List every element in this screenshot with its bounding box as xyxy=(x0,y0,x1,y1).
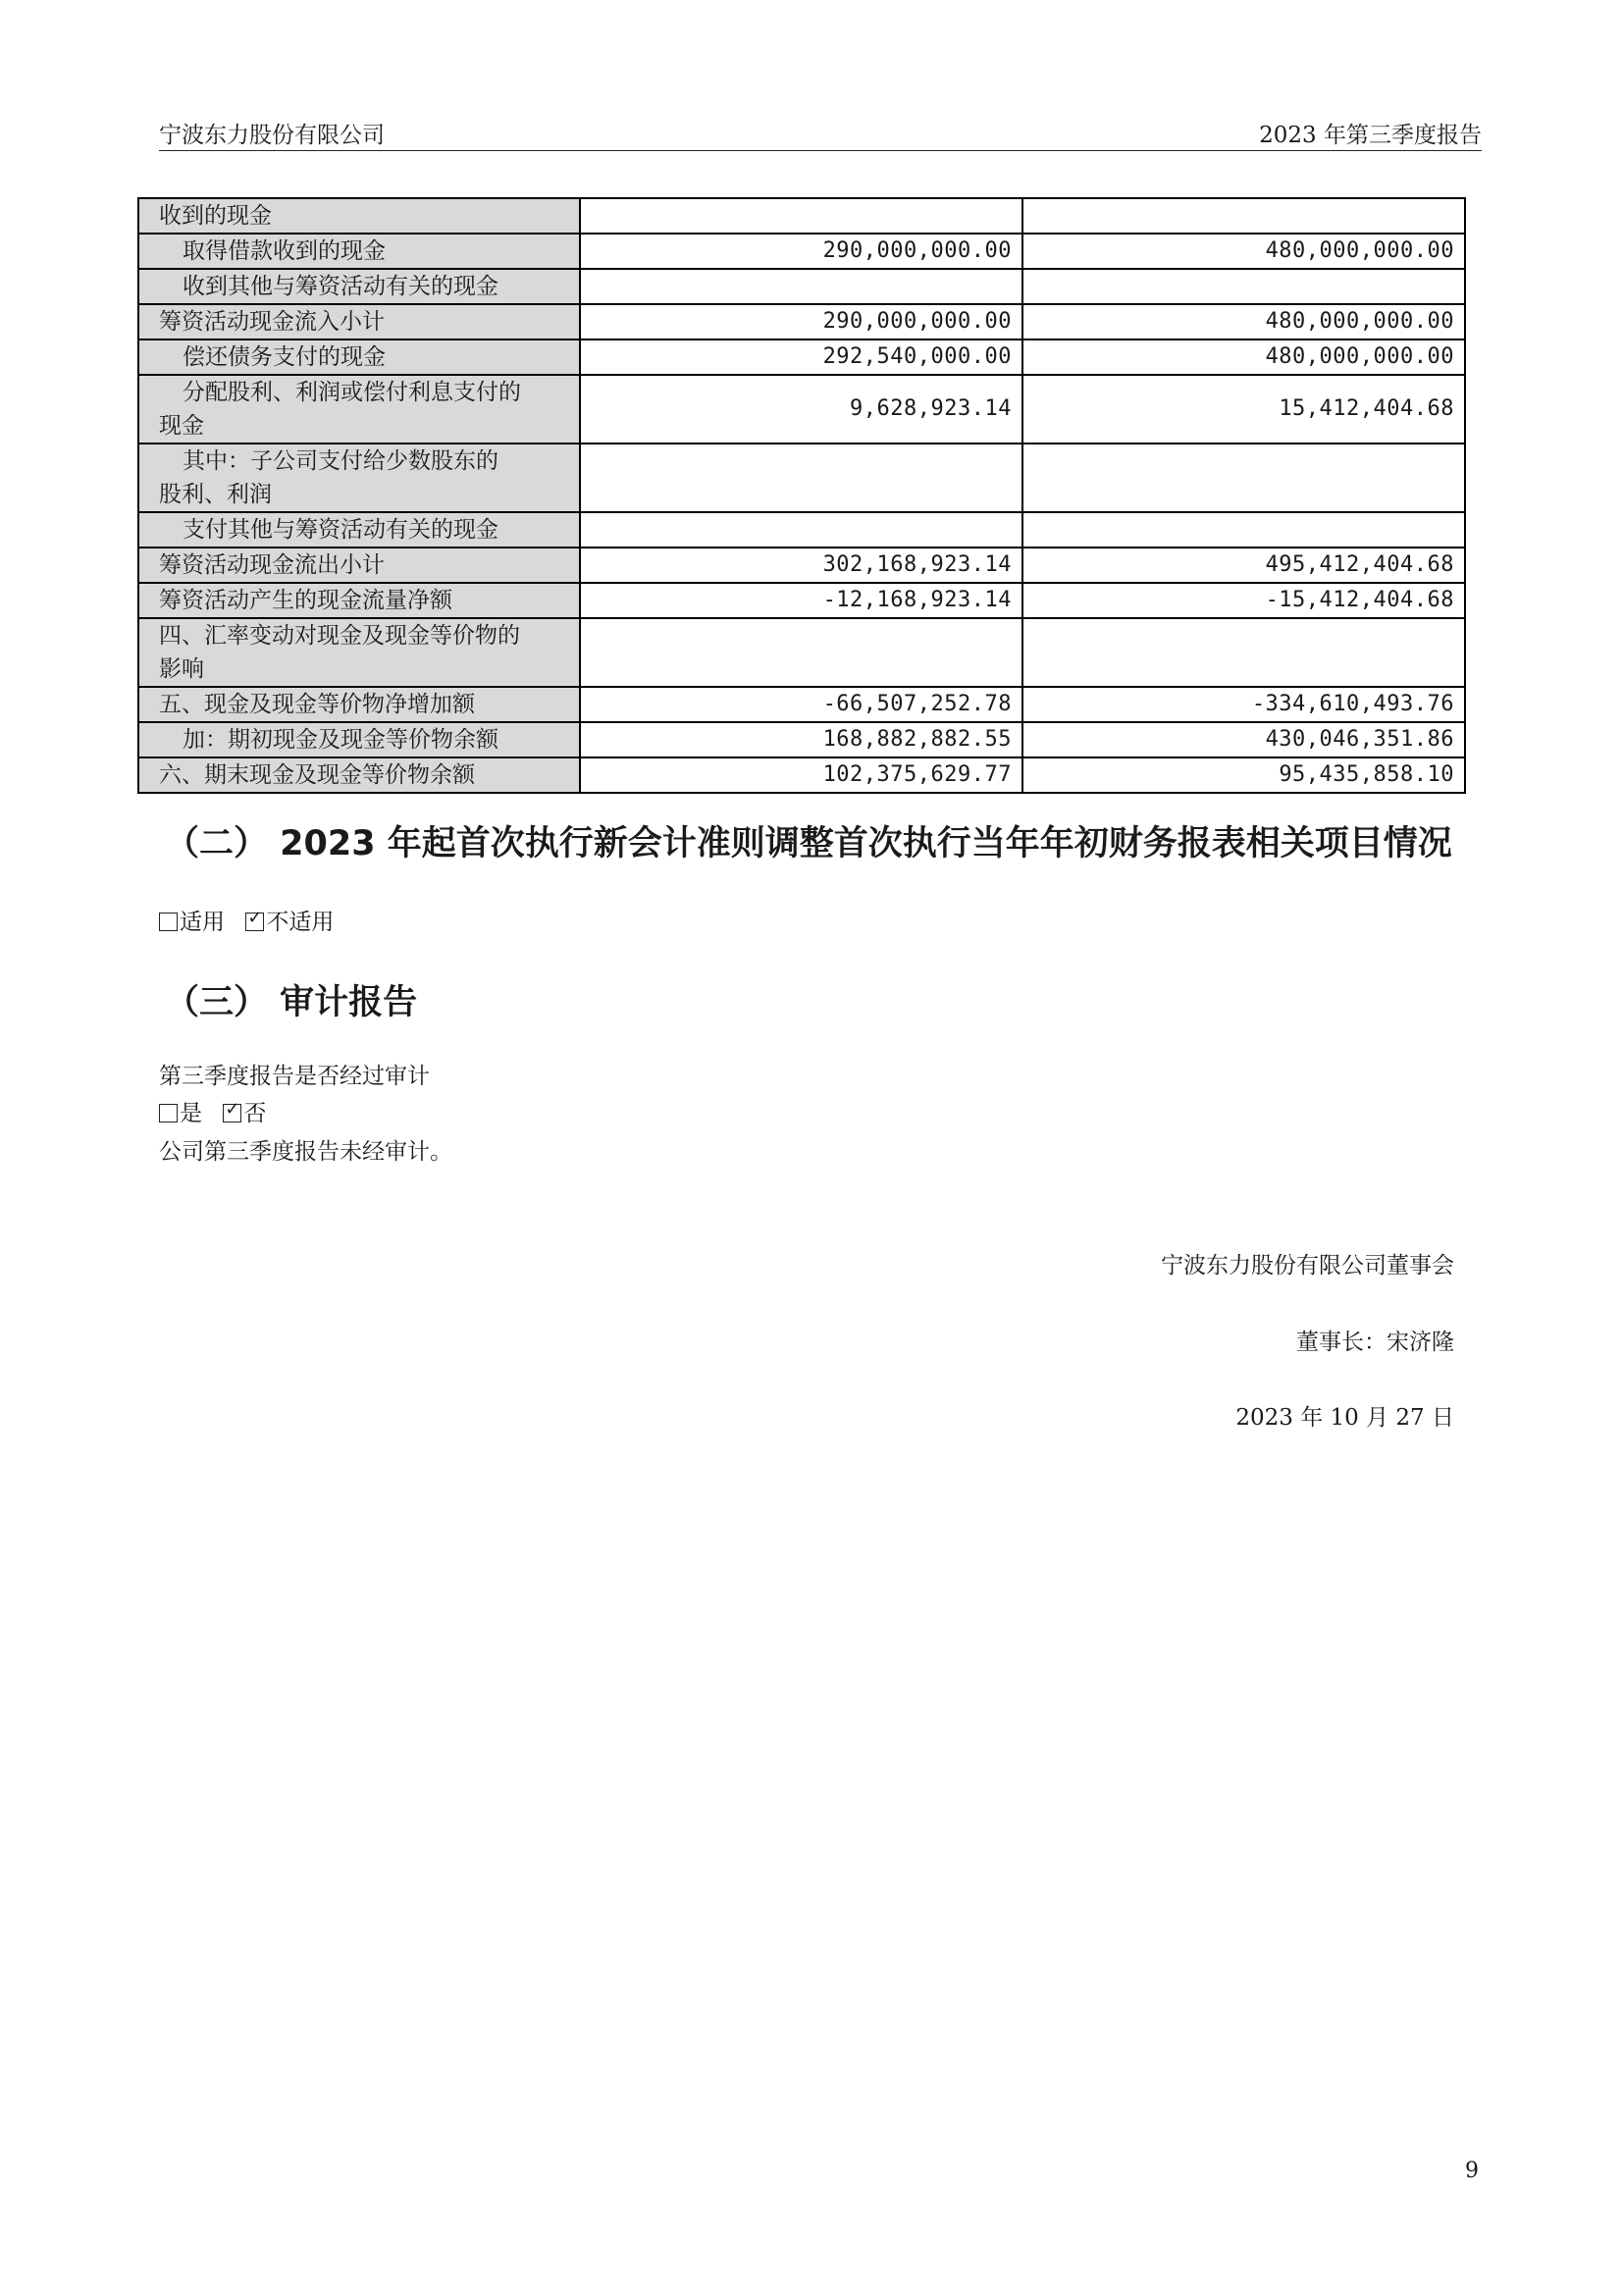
table-row xyxy=(138,198,1465,234)
audit-no-label: 否 xyxy=(243,1101,267,1126)
current-period-value xyxy=(580,512,1022,548)
row-label: 收到其他与筹资活动有关的现金 xyxy=(138,269,580,304)
row-label: 五、现金及现金等价物净增加额 xyxy=(138,687,580,722)
row-label-line-1: 其中：子公司支付给少数股东的 xyxy=(183,448,498,474)
row-label: 筹资活动现金流入小计 xyxy=(138,304,580,339)
row-label: 支付其他与筹资活动有关的现金 xyxy=(138,512,580,548)
table-row xyxy=(138,304,1465,339)
row-label-line-2: 现金 xyxy=(159,413,204,439)
current-period-value: 168,882,882.55 xyxy=(580,722,1022,757)
audit-no-checkbox[interactable] xyxy=(223,1104,241,1122)
current-period-value: -12,168,923.14 xyxy=(580,583,1022,618)
header-company: 宁波东力股份有限公司 xyxy=(159,123,385,148)
current-period-value: -66,507,252.78 xyxy=(580,687,1022,722)
prior-period-value: 480,000,000.00 xyxy=(1022,234,1465,269)
header-report-title: 2023 年第三季度报告 xyxy=(1259,123,1482,148)
applicable-checkbox[interactable] xyxy=(159,913,178,931)
table-row xyxy=(138,444,1465,512)
table-row xyxy=(138,722,1465,757)
chairman-signature: 董事长：宋济隆 xyxy=(1296,1330,1454,1355)
table-row xyxy=(138,583,1465,618)
current-period-value: 292,540,000.00 xyxy=(580,339,1022,375)
current-period-value: 102,375,629.77 xyxy=(580,757,1022,793)
row-label: 六、期末现金及现金等价物余额 xyxy=(138,757,580,793)
board-signature: 宁波东力股份有限公司董事会 xyxy=(1161,1253,1454,1278)
row-label-line-1: 四、汇率变动对现金及现金等价物的 xyxy=(159,623,520,649)
row-label-line-2: 股利、利润 xyxy=(159,482,272,507)
section-3-title: （三） 审计报告 xyxy=(165,983,418,1022)
audit-statement: 公司第三季度报告未经审计。 xyxy=(159,1139,452,1165)
table-row xyxy=(138,687,1465,722)
page-header xyxy=(159,111,1482,151)
current-period-value xyxy=(580,444,1022,512)
prior-period-value xyxy=(1022,198,1465,234)
row-label: 偿还债务支付的现金 xyxy=(138,339,580,375)
prior-period-value: -334,610,493.76 xyxy=(1022,687,1465,722)
not-applicable-checkbox[interactable] xyxy=(245,913,264,931)
prior-period-value: 15,412,404.68 xyxy=(1022,375,1465,444)
section-2-title: （二） 2023 年起首次执行新会计准则调整首次执行当年年初财务报表相关项目情况 xyxy=(165,824,1452,863)
page-number: 9 xyxy=(1465,2159,1479,2183)
row-label xyxy=(138,618,580,687)
prior-period-value: 430,046,351.86 xyxy=(1022,722,1465,757)
current-period-value xyxy=(580,198,1022,234)
prior-period-value: 495,412,404.68 xyxy=(1022,548,1465,583)
table-row xyxy=(138,375,1465,444)
table-row xyxy=(138,618,1465,687)
table-row xyxy=(138,548,1465,583)
audit-question: 第三季度报告是否经过审计 xyxy=(159,1064,430,1089)
table-row xyxy=(138,757,1465,793)
current-period-value xyxy=(580,618,1022,687)
signature-date: 2023 年 10 月 27 日 xyxy=(1235,1405,1454,1431)
row-label xyxy=(138,444,580,512)
section-2-options xyxy=(159,904,334,936)
prior-period-value xyxy=(1022,444,1465,512)
row-label: 筹资活动产生的现金流量净额 xyxy=(138,583,580,618)
not-applicable-label: 不适用 xyxy=(266,910,335,935)
row-label-line-2: 影响 xyxy=(159,656,204,682)
applicable-label: 适用 xyxy=(180,910,225,935)
cash-flow-table xyxy=(137,197,1466,794)
audit-options xyxy=(159,1095,266,1127)
prior-period-value: 480,000,000.00 xyxy=(1022,339,1465,375)
row-label: 筹资活动现金流出小计 xyxy=(138,548,580,583)
current-period-value: 302,168,923.14 xyxy=(580,548,1022,583)
row-label: 收到的现金 xyxy=(138,198,580,234)
current-period-value: 290,000,000.00 xyxy=(580,304,1022,339)
prior-period-value: -15,412,404.68 xyxy=(1022,583,1465,618)
row-label: 取得借款收到的现金 xyxy=(138,234,580,269)
current-period-value xyxy=(580,269,1022,304)
row-label: 加：期初现金及现金等价物余额 xyxy=(138,722,580,757)
row-label xyxy=(138,375,580,444)
prior-period-value xyxy=(1022,618,1465,687)
prior-period-value xyxy=(1022,269,1465,304)
table-row xyxy=(138,234,1465,269)
table-row xyxy=(138,339,1465,375)
prior-period-value: 480,000,000.00 xyxy=(1022,304,1465,339)
audit-yes-checkbox[interactable] xyxy=(159,1104,178,1122)
prior-period-value xyxy=(1022,512,1465,548)
table-row xyxy=(138,512,1465,548)
current-period-value: 9,628,923.14 xyxy=(580,375,1022,444)
row-label-line-1: 分配股利、利润或偿付利息支付的 xyxy=(183,380,521,405)
prior-period-value: 95,435,858.10 xyxy=(1022,757,1465,793)
audit-yes-label: 是 xyxy=(180,1101,202,1126)
current-period-value: 290,000,000.00 xyxy=(580,234,1022,269)
table-row xyxy=(138,269,1465,304)
